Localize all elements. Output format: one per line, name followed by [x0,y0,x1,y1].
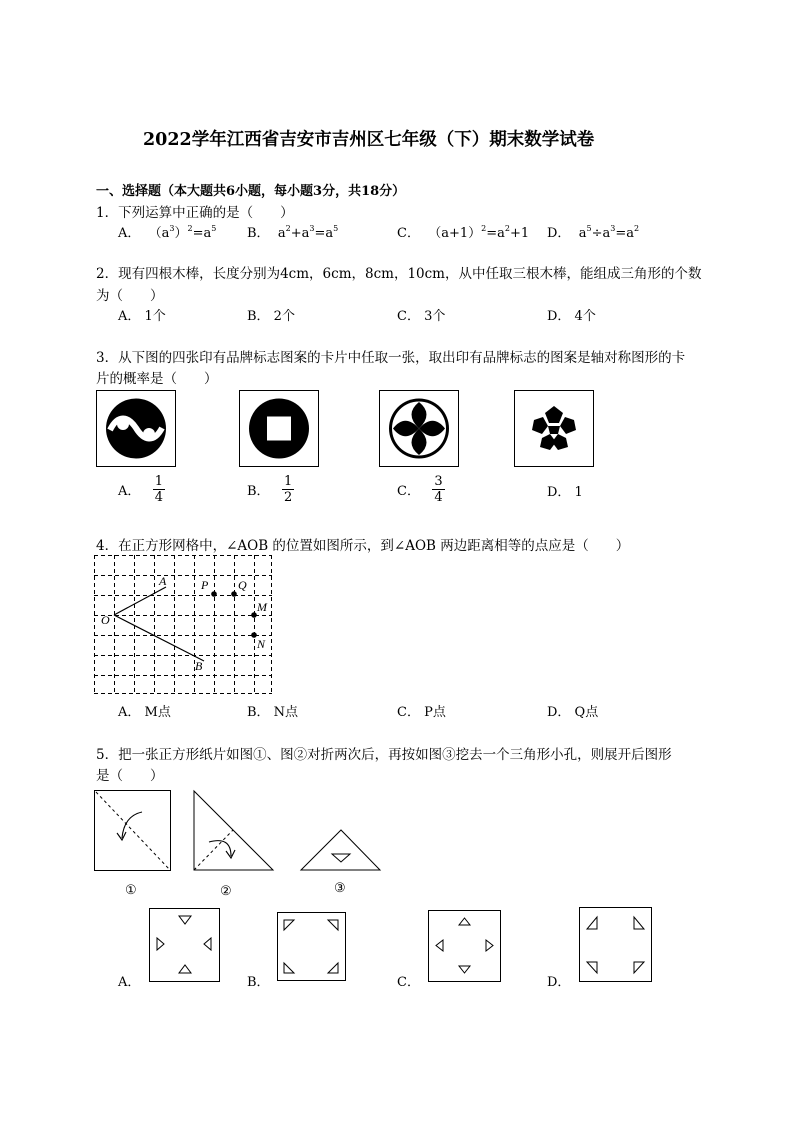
section-heading: 一、选择题（本大题共6小题，每小题3分，共18分） [96,184,406,199]
q3-stem-line1: 3．从下图的四张印有品牌标志图案的卡片中任取一张，取出印有品牌标志的图案是轴对称图形的卡 [96,350,686,366]
fold-label-2: ② [220,884,232,899]
q2-stem-line1: 2．现有四根木棒，长度分别为4cm，6cm，8cm，10cm，从中任取三根木棒，能组成三角形的个数 [96,266,702,282]
q3-option-c[interactable]: C． $\frac{3}{4}$ [397,474,443,505]
point-m [251,612,257,618]
q2-option-c[interactable]: C． 3个 [397,309,446,324]
label-b: B [195,659,203,673]
q3-option-a[interactable]: A． $\frac{1}{4}$ [118,474,164,505]
q4-grid-figure [94,555,274,695]
q3-option-b[interactable]: B． $\frac{1}{2}$ [247,474,293,505]
label-o: O [101,613,110,627]
ray-ob [114,615,204,661]
label-q: Q [238,578,247,592]
fold-label-3: ③ [334,881,346,896]
fold-figure-2 [193,790,275,872]
point-n [251,632,257,638]
q5-option-b-figure[interactable] [277,912,347,982]
q5-option-c-label[interactable]: C． [397,975,420,990]
q2-stem-line2: 为（ ） [96,288,164,304]
q4-option-a[interactable]: A． M点 [118,705,171,720]
q1-option-b[interactable]: B． $a^2+a^3=a^5$ [247,224,339,241]
q4-option-c[interactable]: C． P点 [397,705,446,720]
q5-option-a-label[interactable]: A． [118,975,141,990]
q1-stem: 1．下列运算中正确的是（ ） [96,205,294,221]
q2-option-d[interactable]: D． 4个 [547,309,596,324]
logo-card-petals-icon [379,390,459,467]
ray-oa [114,587,166,615]
q5-stem-line2: 是（ ） [96,768,164,784]
fold-label-1: ① [125,883,137,898]
q1-option-d[interactable]: D． $a^5\div a^3=a^2$ [547,224,640,241]
logo-card-coin-icon [239,390,319,467]
page-title: 2022学年江西省吉安市吉州区七年级（下）期末数学试卷 [143,130,595,150]
fold-figure-1 [94,790,172,872]
q1-option-c[interactable]: C． $(a+1)^2=a^2+1$ [397,224,530,241]
point-p [211,591,217,597]
label-n: N [257,637,266,651]
q4-stem: 4．在正方形网格中，∠AOB 的位置如图所示，到∠AOB 两边距离相等的点应是（ ） [96,538,630,554]
q4-option-d[interactable]: D． Q点 [547,705,599,720]
logo-card-pentagons-icon [514,390,594,467]
q5-option-c-figure[interactable] [428,910,502,983]
logo-card-yin-yang-icon [96,390,176,467]
label-m: M [257,600,267,614]
q5-stem-line1: 5．把一张正方形纸片如图①、图②对折两次后，再按如图③挖去一个三角形小孔，则展开后图形 [96,747,672,763]
q4-option-b[interactable]: B． N点 [247,705,299,720]
q3-option-d[interactable]: D． 1 [547,485,583,500]
point-q [231,591,237,597]
q5-option-b-label[interactable]: B． [247,975,270,990]
q2-option-a[interactable]: A． 1个 [118,309,166,324]
q2-option-b[interactable]: B． 2个 [247,309,295,324]
q5-option-d-label[interactable]: D． [547,975,571,990]
q5-option-d-figure[interactable] [579,907,653,983]
fold-figure-3 [300,828,382,872]
q5-option-a-figure[interactable] [149,908,221,983]
label-p: P [201,578,209,592]
q1-option-a[interactable]: A． $(a^3)^2=a^5$ [118,224,217,241]
label-a: A [159,574,167,588]
q3-stem-line2: 片的概率是（ ） [96,371,218,387]
